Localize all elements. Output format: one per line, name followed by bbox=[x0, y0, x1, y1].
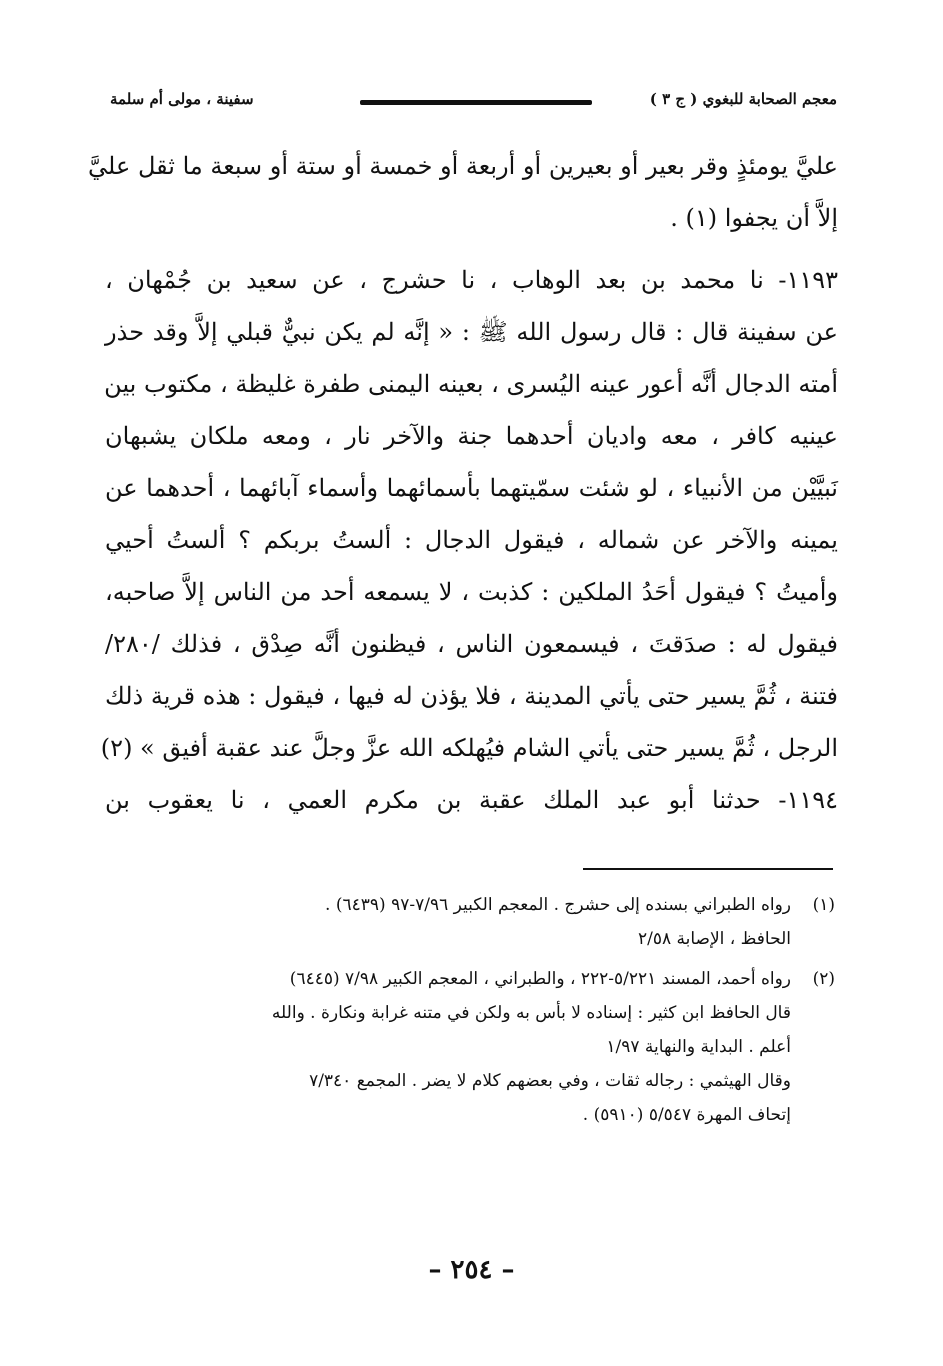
page-number: – ٢٥٤ – bbox=[428, 1255, 515, 1285]
text-line: عينيه كافر ، معه واديان أحدهما جنة والآخر نار ، ومعه ملكان يشبهان bbox=[105, 422, 838, 450]
footnote bbox=[105, 888, 835, 956]
text-line: ١١٩٤- حدثنا أبو عبد الملك عقبة بن مكرم العمي ، نا يعقوب بن bbox=[105, 786, 838, 814]
footnote-line: وقال الهيثمي : رجاله ثقات ، وفي بعضهم كلام لا يضر . المجمع ٧/٣٤٠ bbox=[309, 1071, 791, 1091]
book-title: معجم الصحابة للبغوي ( ج ٣ ) bbox=[649, 90, 837, 108]
text-line: عن سفينة قال : قال رسول الله ﷺ : « إنَّه لم يكن نبيٌّ قبلي إلاَّ وقد حذر bbox=[105, 318, 838, 346]
footnote bbox=[105, 962, 835, 1132]
footnotes bbox=[105, 888, 835, 1132]
footnote-line: إتحاف المهرة ٥/٥٤٧ (٥٩١٠) . bbox=[582, 1105, 791, 1125]
running-header bbox=[110, 86, 837, 116]
text-line: عليَّ يومئذٍ وقر بعير أو بعيرين أو أربعة أو خمسة أو ستة أو سبعة ما ثقل عليَّ bbox=[88, 152, 838, 180]
header-rule bbox=[360, 100, 592, 105]
footnote-line: رواه الطبراني بسنده إلى حشرج . المعجم الكبير ٧/٩٦-٩٧ (٦٤٣٩) . bbox=[325, 895, 791, 915]
text-line: إلاَّ أن يجفوا (١) . bbox=[670, 204, 838, 232]
text-line: وأميتُ ؟ فيقول أحَدُ الملكين : كذبت ، لا يسمعه أحد من الناس إلاَّ صاحبه، bbox=[105, 578, 838, 606]
footnote-line: الحافظ ، الإصابة ٢/٥٨ bbox=[637, 929, 791, 949]
section-title: سفينة ، مولى أم سلمة bbox=[110, 90, 254, 108]
paragraph-gap bbox=[105, 244, 838, 254]
footnote-number: (٢) bbox=[812, 969, 835, 989]
main-text bbox=[88, 140, 838, 826]
text-line: نَبيَّيْن من الأنبياء ، لو شئت سمّيتهما بأسمائهما وأسماء آبائهما ، أحدهما عن bbox=[105, 474, 838, 502]
text-line: أمته الدجال أنَّه أعور عينه اليُسرى ، بعينه اليمنى طفرة غليظة ، مكتوب بين bbox=[104, 370, 838, 398]
text-line: ١١٩٣- نا محمد بن بعد الوهاب ، نا حشرج ، عن سعيد بن جُمْهان ، bbox=[105, 266, 838, 294]
footnote-line: قال الحافظ ابن كثير : إسناده لا بأس به ولكن في متنه غرابة ونكارة . والله bbox=[271, 1003, 791, 1023]
text-line: يمينه والآخر عن شماله ، فيقول الدجال : ألستُ بربكم ؟ ألستُ أحيي bbox=[105, 526, 838, 554]
text-line: فتنة ، ثُمَّ يسير حتى يأتي المدينة ، فلا يؤذن له فيها ، فيقول : هذه قرية ذلك bbox=[105, 682, 838, 710]
footnote-line: أعلم . البداية والنهاية ١/٩٧ bbox=[606, 1037, 791, 1057]
footnote-number: (١) bbox=[812, 895, 835, 915]
footnote-line: رواه أحمد، المسند ٥/٢٢١-٢٢٢ ، والطبراني ، المعجم الكبير ٧/٩٨ (٦٤٤٥) bbox=[289, 969, 791, 989]
footnote-separator bbox=[583, 868, 833, 870]
text-line: الرجل ، ثُمَّ يسير حتى يأتي الشام فيُهلكه الله عزَّ وجلَّ عند عقبة أفيق » (٢) bbox=[100, 734, 838, 762]
text-line: فيقول له : صدَقتَ ، فيسمعون الناس ، فيظنون أنَّه صِدْق ، فذلك /٢٨٠/ bbox=[105, 630, 838, 658]
